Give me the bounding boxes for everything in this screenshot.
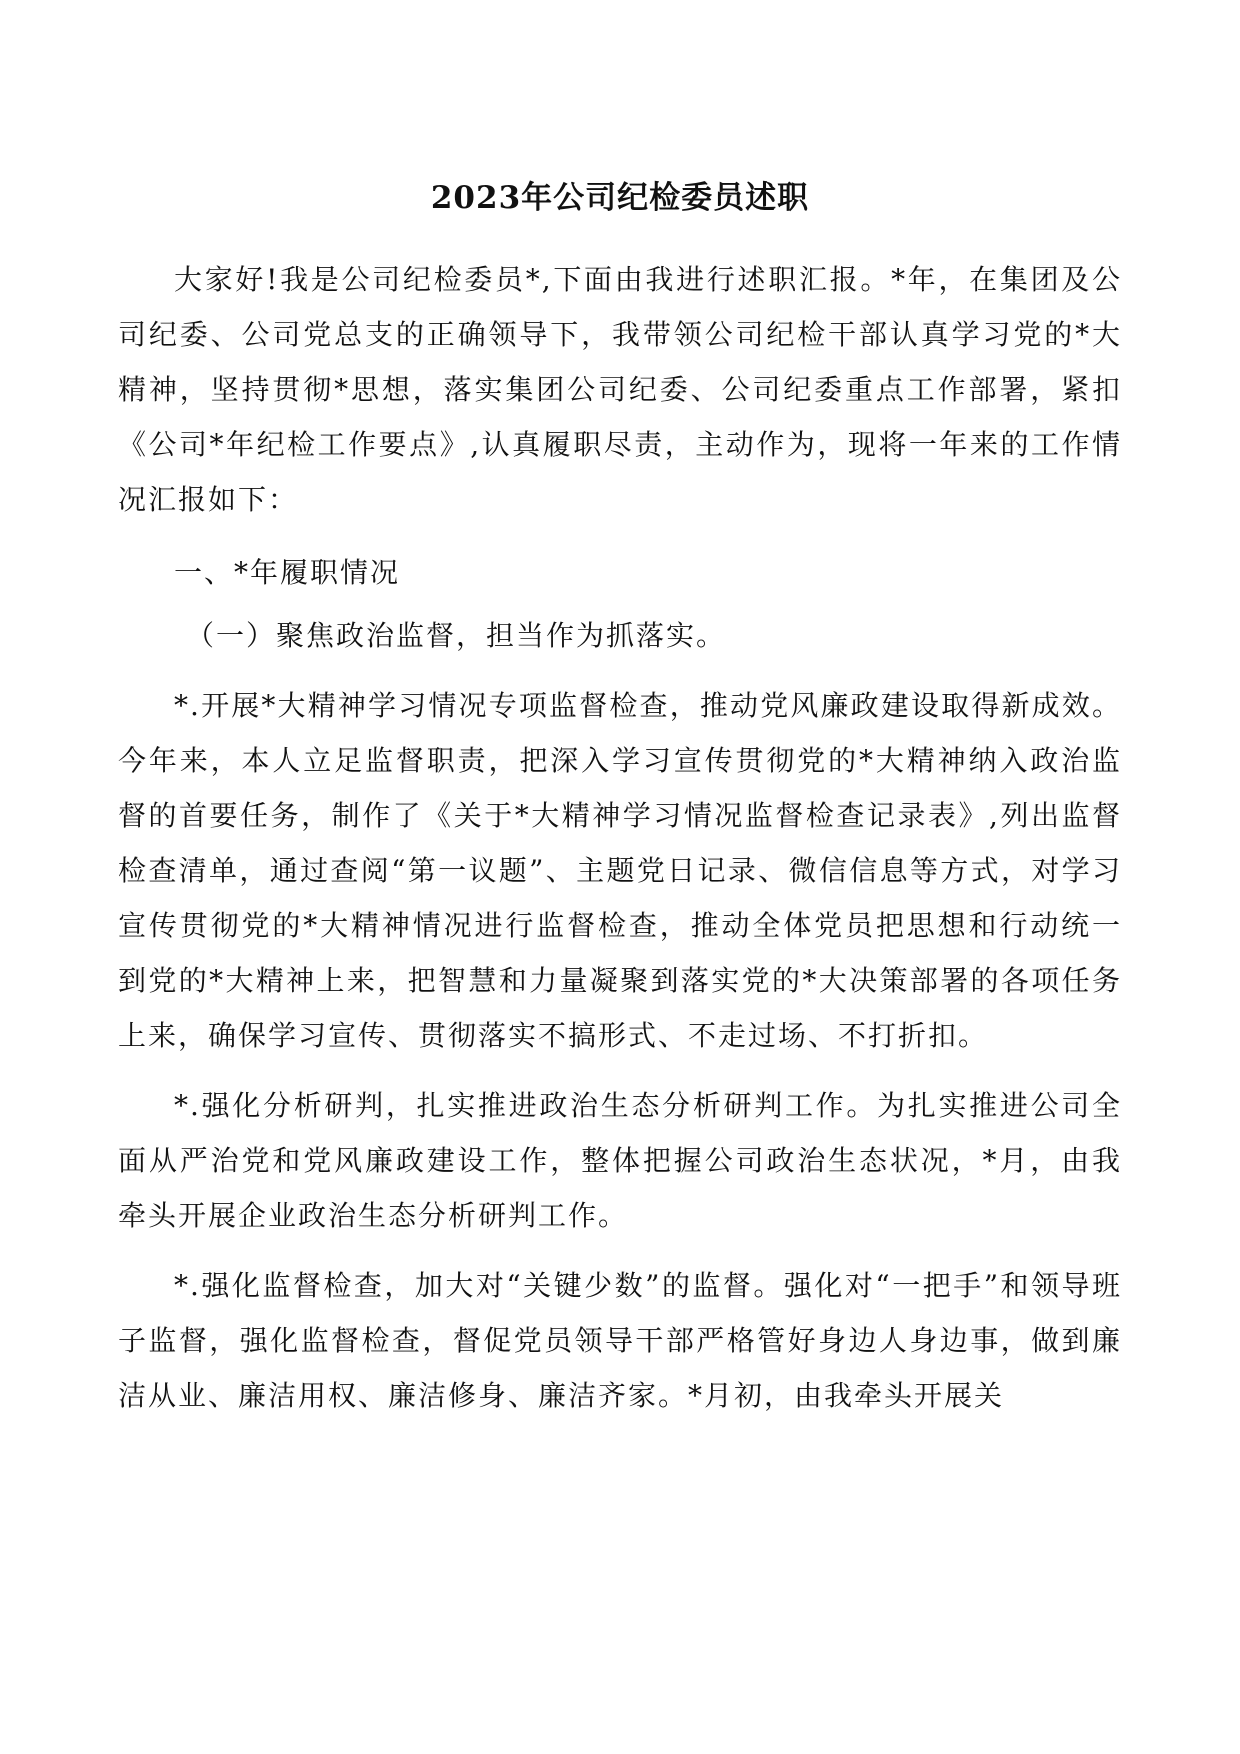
body-paragraph: *.强化分析研判，扎实推进政治生态分析研判工作。为扎实推进公司全面从严治党和党风廉政建设工作，整体把握公司政治生态状况，*月，由我牵头开展企业政治生态分析研判工作。: [118, 1089, 1122, 1232]
document-body: [118, 252, 1122, 1423]
body-paragraph: *.开展*大精神学习情况专项监督检查，推动党风廉政建设取得新成效。今年来，本人立足监督职责，把深入学习宣传贯彻党的*大精神纳入政治监督的首要任务，制作了《关于*大精神学习情况监督检查记录表》,列出监督检查清单，通过查阅“第一议题”、主题党日记录、微信信息等方式，对学习宣传贯彻党的*大精神情况进行监督检查，推动全体党员把思想和行动统一到党的*大精神上来，把智慧和力量凝聚到落实党的*大决策部署的各项任务上来，确保学习宣传、贯彻落实不搞形式、不走过场、不打折扣。: [118, 689, 1122, 1052]
subsection-heading: （一）聚焦政治监督，担当作为抓落实。: [186, 619, 727, 652]
document-title: 2023年公司纪检委员述职: [430, 180, 810, 216]
intro-paragraph: 大家好!我是公司纪检委员*,下面由我进行述职汇报。*年，在集团及公司纪委、公司党总支的正确领导下，我带领公司纪检干部认真学习党的*大精神，坚持贯彻*思想，落实集团公司纪委、公司纪委重点工作部署，紧扣《公司*年纪检工作要点》,认真履职尽责，主动作为，现将一年来的工作情况汇报如下：: [118, 263, 1122, 516]
body-paragraph: *.强化监督检查，加大对“关键少数”的监督。强化对“一把手”和领导班子监督，强化监督检查，督促党员领导干部严格管好身边人身边事，做到廉洁从业、廉洁用权、廉洁修身、廉洁齐家。*月初，由我牵头开展关: [118, 1269, 1122, 1412]
section-heading: 一、*年履职情况: [174, 556, 401, 589]
